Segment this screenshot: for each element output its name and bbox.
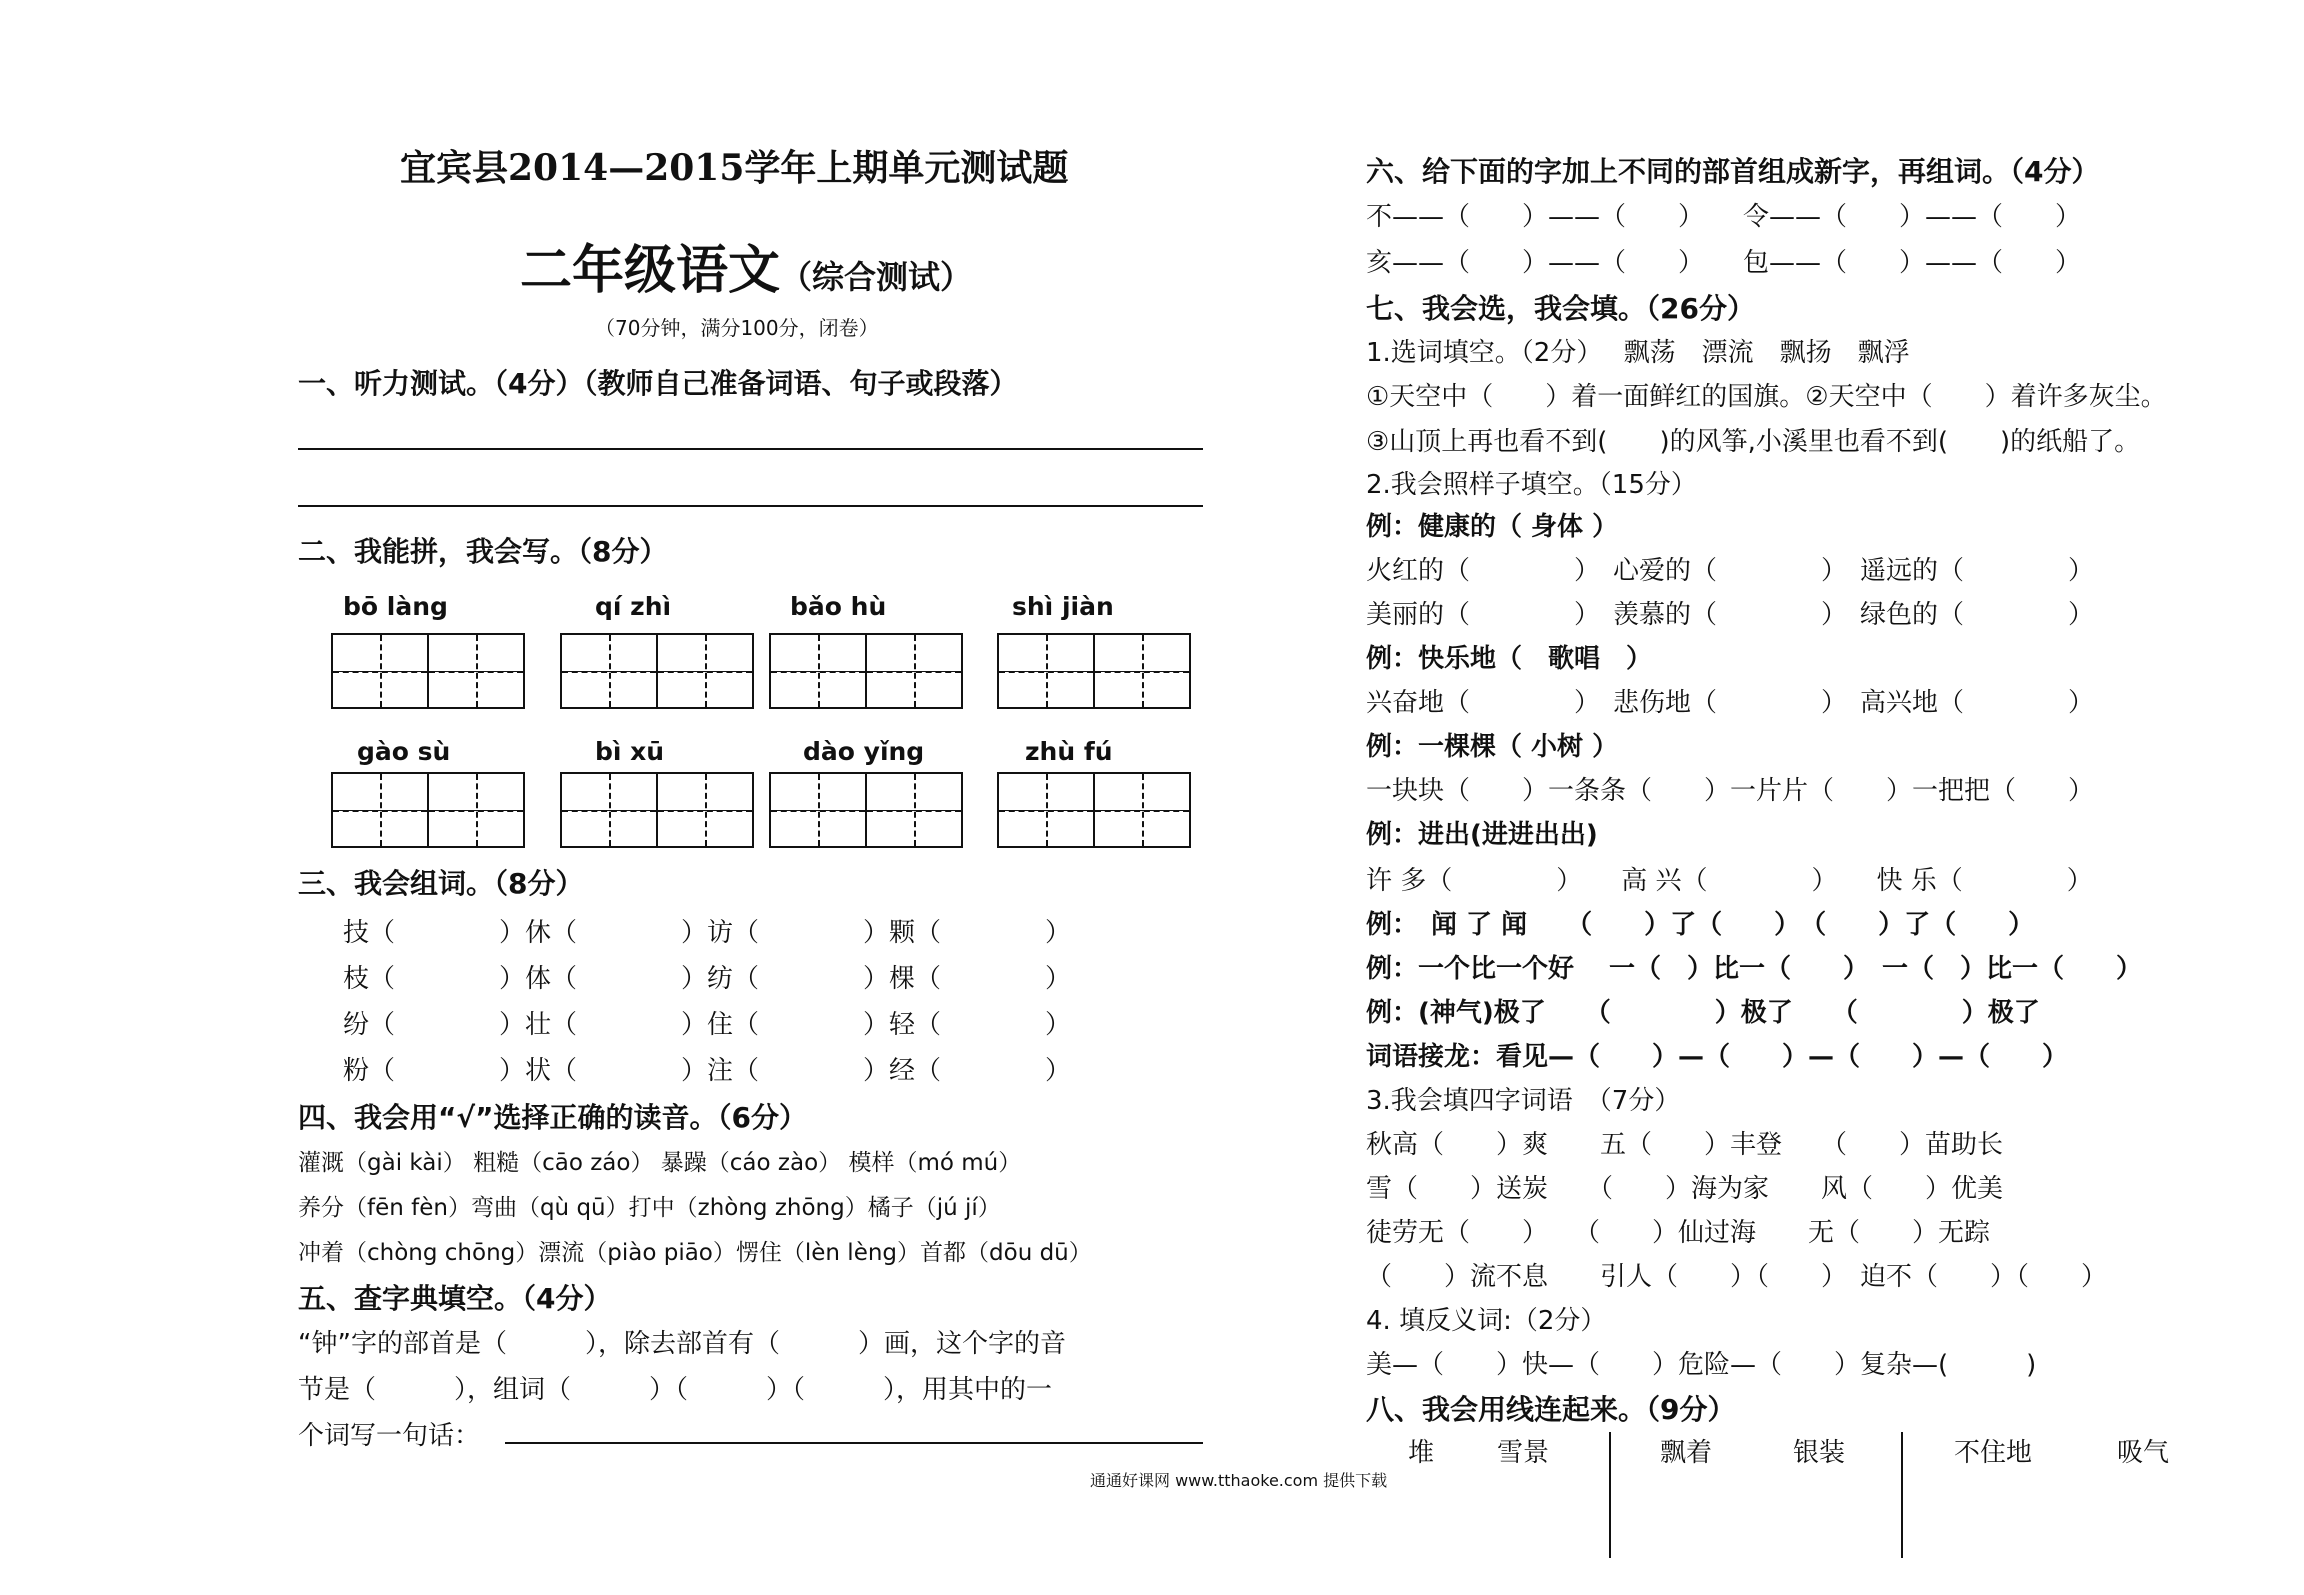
- section-8-heading: 八、我会用线连起来。（9分）: [1366, 1393, 1736, 1426]
- writing-grid-8[interactable]: [999, 772, 1191, 848]
- s7-line-20: 雪（ ）送炭 （ ）海为家 风（ ）优美: [1366, 1174, 2004, 1204]
- s7-line-18: 3.我会填四字词语 （7分）: [1366, 1086, 1681, 1116]
- s7-line-21: 徒劳无（ ） （ ）仙过海 无（ ）无踪: [1366, 1218, 1991, 1248]
- section-3-heading: 三、我会组词。（8分）: [298, 867, 584, 900]
- s7-line-16: 例：(神气)极了 （ ）极了 （ ）极了: [1366, 998, 2040, 1028]
- sentence-line: [505, 1442, 1203, 1444]
- match-word-1: 堆: [1408, 1438, 1435, 1468]
- pinyin-zhufu: zhù fú: [1025, 737, 1113, 766]
- s7-line-1: 1.选词填空。（2分） 飘荡 漂流 飘扬 飘浮: [1366, 338, 1910, 368]
- section-7-heading: 七、我会选，我会填。（26分）: [1366, 292, 1755, 325]
- s7-line-14: 例： 闻 了 闻 （ ）了（ ） （ ）了（ ）: [1366, 910, 2035, 940]
- pinyin-choice-row-3: 冲着（chòng chōng）漂流（piào piāo）愣住（lèn lèng）首都（dōu dū）: [298, 1240, 1092, 1266]
- section-5-heading: 五、查字典填空。（4分）: [298, 1282, 612, 1315]
- word-row-3: 纷（ ）壮（ ）住（ ）轻（ ）: [343, 1010, 1072, 1040]
- writing-grid-1[interactable]: [333, 633, 525, 709]
- pinyin-bixu: bì xū: [595, 737, 665, 766]
- writing-grid-3[interactable]: [771, 633, 963, 709]
- s7-line-3: ③山顶上再也看不到( )的风筝,小溪里也看不到( )的纸船了。: [1366, 427, 2141, 457]
- s7-line-2: ①天空中（ ）着一面鲜红的国旗。②天空中（ ）着许多灰尘。: [1366, 382, 2167, 412]
- s7-line-12: 例：进出(进进出出): [1366, 820, 1598, 850]
- word-row-4: 粉（ ）状（ ）注（ ）经（ ）: [343, 1056, 1072, 1086]
- match-word-4: 银装: [1793, 1438, 1846, 1468]
- dictionary-line-2: 节是（ ），组词（ ）（ ）（ ），用其中的一: [298, 1375, 1053, 1405]
- pinyin-choice-row-2: 养分（fēn fèn）弯曲（qù qū）打中（zhòng zhōng）橘子（jú jí）: [298, 1195, 1001, 1221]
- s7-line-11: 一块块（ ）一条条（ ）一片片（ ）一把把（ ）: [1366, 776, 2095, 806]
- s7-line-13: 许 多（ ） 高 兴（ ） 快 乐（ ）: [1366, 866, 2093, 896]
- s7-line-5: 例：健康的（ 身体 ）: [1366, 512, 1619, 542]
- s7-line-9: 兴奋地（ ） 悲伤地（ ） 高兴地（ ）: [1366, 688, 2095, 718]
- s7-line-19: 秋高（ ）爽 五（ ）丰登 （ ）苗助长: [1366, 1130, 2004, 1160]
- writing-grid-7[interactable]: [771, 772, 963, 848]
- match-word-2: 雪景: [1497, 1438, 1550, 1468]
- pinyin-gaosu: gào sù: [357, 737, 451, 766]
- writing-grid-2[interactable]: [562, 633, 754, 709]
- section-4-heading: 四、我会用“√”选择正确的读音。（6分）: [298, 1101, 807, 1134]
- section-6-heading: 六、给下面的字加上不同的部首组成新字，再组词。（4分）: [1366, 155, 2100, 188]
- s7-line-7: 美丽的（ ） 羡慕的（ ） 绿色的（ ）: [1366, 600, 2095, 630]
- dictionary-line-1: “钟”字的部首是（ ），除去部首有（ ）画，这个字的音: [298, 1329, 1066, 1359]
- pinyin-daoying: dào yǐng: [803, 737, 925, 766]
- match-word-5: 不住地: [1954, 1438, 2033, 1468]
- pinyin-qizhi: qí zhì: [595, 592, 672, 621]
- writing-grid-6[interactable]: [562, 772, 754, 848]
- exam-info: （70分钟，满分100分，闭卷）: [595, 316, 879, 340]
- s7-line-17: 词语接龙：看见—（ ）—（ ）—（ ）—（ ）: [1366, 1042, 2069, 1072]
- radical-row-1: 不——（ ）——（ ） 令——（ ）——（ ）: [1366, 202, 2082, 232]
- subtitle-note: （综合测试）: [780, 258, 973, 296]
- s7-line-22: （ ）流不息 引人（ ）（ ） 迫不（ ）（ ）: [1366, 1262, 2108, 1292]
- pinyin-bolang: bō làng: [343, 592, 448, 621]
- pinyin-choice-row-1: 灌溉（gài kài） 粗糙（cāo záo） 暴躁（cáo zào） 模样（mó mú）: [298, 1150, 1022, 1176]
- writing-grid-4[interactable]: [999, 633, 1191, 709]
- match-divider-2: [1901, 1432, 1903, 1558]
- answer-line-2: [298, 505, 1203, 507]
- s7-line-24: 美—（ ）快—（ ）危险—（ ）复杂—( ): [1366, 1350, 2037, 1380]
- exam-title: 宜宾县2014—2015学年上期单元测试题: [400, 147, 1069, 189]
- word-row-2: 枝（ ）体（ ）纺（ ）棵（ ）: [343, 964, 1072, 994]
- s7-line-23: 4. 填反义词:（2分）: [1366, 1306, 1607, 1336]
- pinyin-baohu: bǎo hù: [790, 592, 887, 621]
- writing-grid-5[interactable]: [333, 772, 525, 848]
- footer-source: 通通好课网 www.tthaoke.com 提供下载: [1090, 1471, 1388, 1490]
- match-word-6: 吸气: [2117, 1438, 2170, 1468]
- answer-line-1: [298, 448, 1203, 450]
- dictionary-line-3: 个词写一句话：: [298, 1421, 481, 1451]
- match-divider-1: [1609, 1432, 1611, 1558]
- word-row-1: 技（ ）休（ ）访（ ）颗（ ）: [343, 918, 1072, 948]
- exam-subtitle: [520, 228, 972, 303]
- s7-line-10: 例：一棵棵（ 小树 ）: [1366, 732, 1619, 762]
- s7-line-8: 例：快乐地（ 歌唱 ）: [1366, 644, 1653, 674]
- pinyin-shijian: shì jiàn: [1012, 592, 1114, 621]
- s7-line-4: 2.我会照样子填空。（15分）: [1366, 470, 1697, 500]
- subtitle-main: 二年级语文: [520, 240, 781, 301]
- s7-line-15: 例：一个比一个好 一（ ）比一（ ） 一（ ）比一（ ）: [1366, 954, 2143, 984]
- section-2-heading: 二、我能拼，我会写。（8分）: [298, 535, 668, 568]
- radical-row-2: 亥——（ ）——（ ） 包——（ ）——（ ）: [1366, 248, 2082, 278]
- section-1-heading: 一、听力测试。（4分）（教师自己准备词语、句子或段落）: [298, 367, 1018, 400]
- match-word-3: 飘着: [1660, 1438, 1713, 1468]
- s7-line-6: 火红的（ ） 心爱的（ ） 遥远的（ ）: [1366, 556, 2095, 586]
